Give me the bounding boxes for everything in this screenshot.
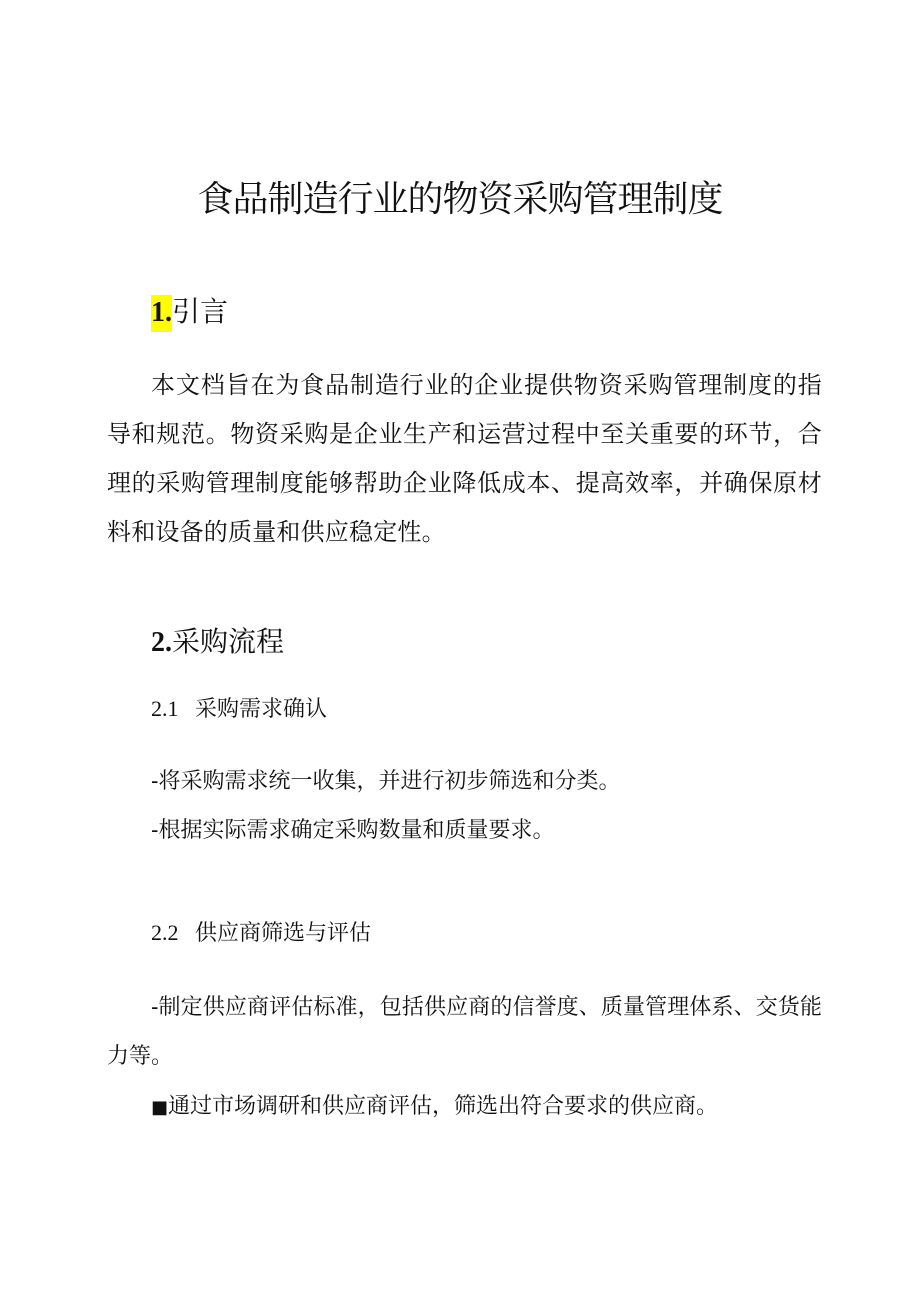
section-heading-introduction (151, 292, 228, 333)
section-number: 2. (151, 627, 172, 658)
section-title: 采购流程 (172, 625, 285, 658)
subsection-title: 供应商筛选与评估 (195, 921, 372, 946)
section-number-highlighted: 1. (151, 295, 172, 332)
dash-mark: - (151, 995, 159, 1020)
section-title: 引言 (172, 295, 229, 328)
dash-mark: - (151, 818, 159, 843)
list-item (107, 983, 822, 1081)
list-item-text: 制定供应商评估标准，包括供应商的信誉度、质量管理体系、交货能力等。 (107, 995, 822, 1069)
subsection-title: 采购需求确认 (195, 697, 328, 722)
list-item (107, 757, 822, 806)
subsection-heading-demand-confirmation (151, 694, 327, 725)
document-title: 食品制造行业的物资采购管理制度 (197, 179, 723, 220)
subsection-heading-supplier-evaluation (151, 918, 371, 949)
list-item (107, 1082, 822, 1132)
list-item-text: 根据实际需求确定采购数量和质量要求。 (158, 818, 555, 843)
list-item-text: 将采购需求统一收集，并进行初步筛选和分类。 (158, 769, 621, 794)
list-item-text: 通过市场调研和供应商评估，筛选出符合要求的供应商。 (168, 1094, 719, 1119)
subsection-number: 2.2 (151, 920, 179, 945)
square-bullet-icon: ■ (151, 1097, 169, 1118)
dash-mark: - (151, 769, 159, 794)
introduction-paragraph: 本文档旨在为食品制造行业的企业提供物资采购管理制度的指导和规范。物资采购是企业生产和运营过程中至关重要的环节，合理的采购管理制度能够帮助企业降低成本、提高效率，并确保原材料和设备的质量和供应稳定性。 (107, 371, 822, 546)
subsection-number: 2.1 (151, 696, 179, 721)
list-item (107, 806, 822, 855)
section-heading-procurement-process (151, 622, 284, 663)
